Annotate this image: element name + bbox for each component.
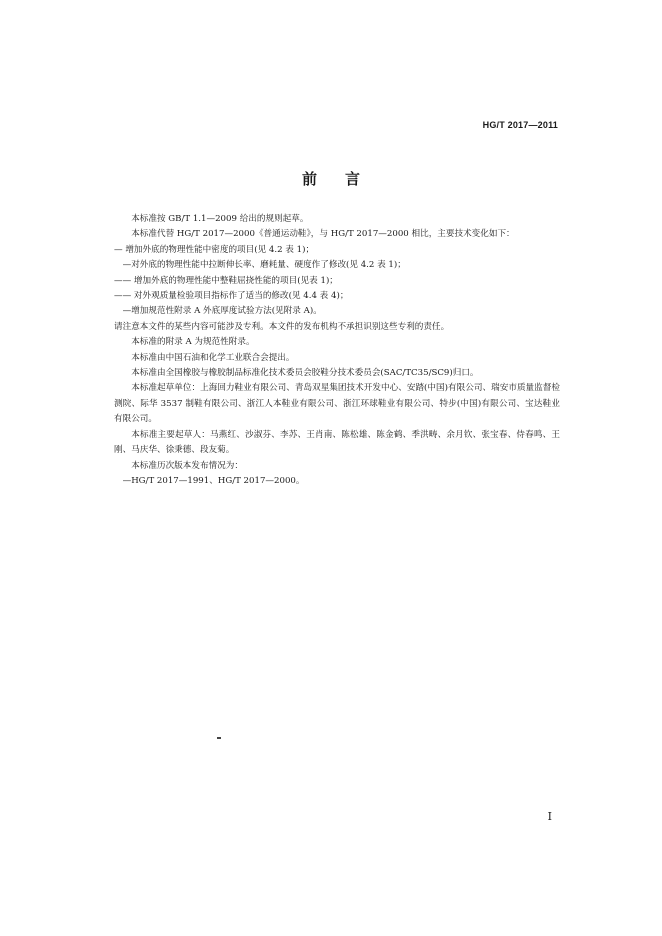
change-list-item: —对外底的物理性能中拉断伸长率、磨耗量、硬度作了修改(见 4.2 表 1)； (122, 260, 406, 271)
scan-speck (217, 737, 221, 739)
change-list-item: — 增加外底的物理性能中密度的项目(见 4.2 表 1)； (114, 244, 315, 255)
change-list-item: —增加规范性附录 A 外底厚度试验方法(见附录 A)。 (122, 306, 322, 317)
version-history-item: —HG/T 2017—1991、HG/T 2017—2000。 (122, 475, 305, 486)
paragraph: 本标准的附录 A 为规范性附录。 (131, 337, 255, 348)
page-number: I (547, 810, 552, 823)
paragraph: 本标准历次版本发布情况为： (131, 460, 243, 471)
change-list-item: —— 对外观质量检验项目指标作了适当的修改(见 4.4 表 4)； (114, 291, 349, 302)
drafting-organizations: 本标准起草单位：上海回力鞋业有限公司、青岛双星集团技术开发中心、安踏(中国)有限公司、瑞安市质量监督检测院、际华 3537 制鞋有限公司、浙江人本鞋业有限公司、浙江环球鞋业有限公司、特步(中国)有限公司、宝达鞋业有限公司。 (114, 383, 560, 425)
drafters: 本标准主要起草人：马燕红、沙淑芬、李苏、王肖南、陈松雄、陈金鹤、季洪畴、余月钦、张宝春、侍春鸣、王刚、马庆华、徐秉德、段友菊。 (114, 429, 560, 456)
change-list-item: —— 增加外底的物理性能中整鞋屈挠性能的项目(见表 1)； (114, 275, 338, 286)
patent-notice: 请注意本文件的某些内容可能涉及专利。本文件的发布机构不承担识别这些专利的责任。 (114, 321, 450, 332)
foreword-body (114, 212, 560, 489)
paragraph: 本标准按 GB/T 1.1—2009 给出的规则起草。 (131, 214, 309, 224)
paragraph: 本标准由全国橡胶与橡胶制品标准化技术委员会胶鞋分技术委员会(SAC/TC35/SC9)归口。 (131, 368, 479, 379)
paragraph: 本标准由中国石油和化学工业联合会提出。 (131, 352, 295, 363)
paragraph: 本标准代替 HG/T 2017—2000《普通运动鞋》，与 HG/T 2017—2000 相比，主要技术变化如下： (131, 229, 515, 240)
standard-code: HG/T 2017—2011 (482, 120, 558, 130)
page-title: 前言 (301, 170, 388, 188)
